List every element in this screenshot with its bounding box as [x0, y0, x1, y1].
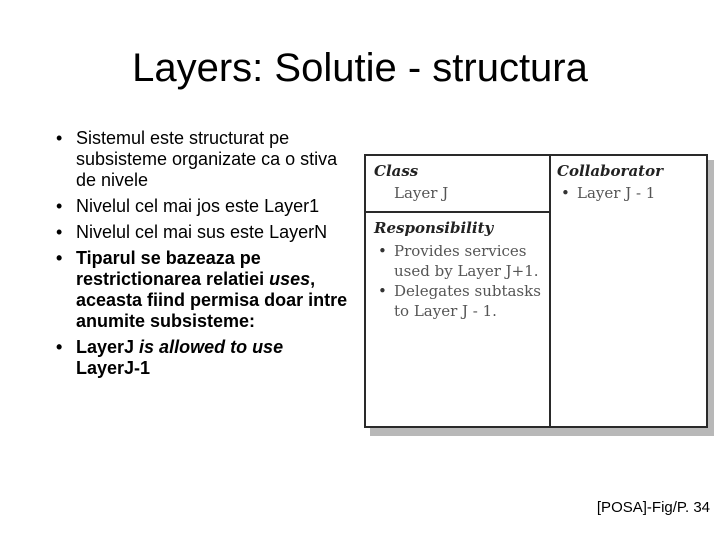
- crc-card-frame: [364, 154, 708, 428]
- bullet-emphasis: uses: [269, 269, 311, 289]
- bullet-emphasis: is allowed to use: [139, 337, 284, 357]
- bullet-dot: •: [56, 337, 63, 357]
- bullet-text-part: LayerJ: [76, 337, 140, 357]
- bullet-dot: •: [56, 196, 63, 216]
- slide-title: Layers: Solutie - structura: [132, 46, 588, 90]
- bullet-item: [48, 222, 348, 243]
- bullet-text: Sistemul este structurat pe subsisteme organizate ca o stiva de nivele: [76, 128, 338, 190]
- bullet-item: [48, 337, 348, 379]
- crc-collaborator-list: [557, 183, 702, 203]
- figure-caption: [POSA]-Fig/P. 34: [596, 499, 710, 516]
- crc-bullet-dot: •: [561, 184, 570, 202]
- crc-responsibility-text: Delegates subtasks to Layer J - 1.: [394, 282, 541, 320]
- crc-class-value: Layer J: [394, 184, 449, 202]
- crc-card-figure: [364, 154, 712, 430]
- bullet-item: [48, 196, 348, 217]
- bullet-text: Nivelul cel mai sus este LayerN: [76, 222, 328, 242]
- crc-bullet-dot: •: [378, 282, 387, 300]
- crc-responsibility-header: Responsibility: [374, 219, 494, 237]
- crc-responsibility-item: [374, 241, 546, 281]
- bullet-text-part: LayerJ-1: [76, 358, 151, 378]
- bullet-list: [48, 128, 348, 384]
- crc-row-divider: [366, 211, 549, 213]
- crc-column-divider: [549, 156, 551, 426]
- crc-collaborator-text: Layer J - 1: [577, 184, 656, 202]
- bullet-item: [48, 248, 348, 332]
- bullet-item: [48, 128, 348, 191]
- crc-responsibility-list: [374, 241, 546, 321]
- bullet-text-part: Tiparul se bazeaza pe restrictionarea relatiei: [76, 248, 270, 289]
- bullet-dot: •: [56, 222, 63, 242]
- crc-class-header: Class: [374, 162, 419, 180]
- bullet-dot: •: [56, 128, 63, 148]
- crc-responsibility-text: Provides services used by Layer J+1.: [394, 242, 539, 280]
- bullet-text: Nivelul cel mai jos este Layer1: [76, 196, 320, 216]
- crc-bullet-dot: •: [378, 242, 387, 260]
- crc-collaborator-header: Collaborator: [557, 162, 664, 180]
- bullet-text-part: , aceasta fiind permisa doar intre anumite subsisteme:: [76, 269, 348, 331]
- crc-responsibility-item: [374, 281, 546, 321]
- crc-collaborator-item: [557, 183, 702, 203]
- bullet-dot: •: [56, 248, 63, 268]
